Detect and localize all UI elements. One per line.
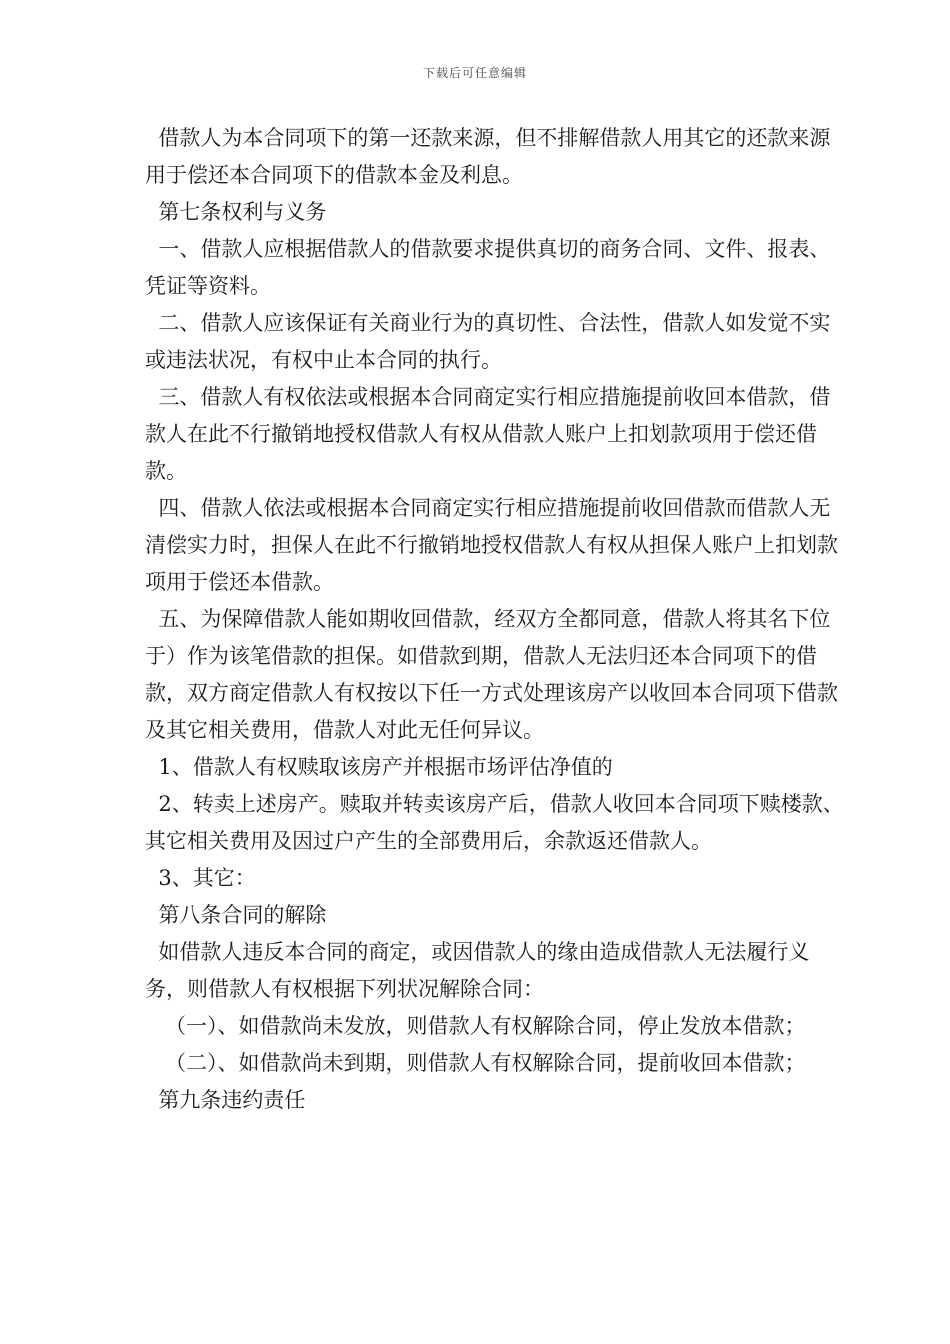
- paragraph-8-1: （一）、如借款尚未发放，则借款人有权解除合同，停止发放本借款；: [145, 1014, 806, 1038]
- paragraph-7-2: 二、借款人应该保证有关商业行为的真切性、合法性，借款人如发觉不实或违法状况，有权中止本合同的执行。: [145, 311, 831, 372]
- paragraph-repayment-source: 借款人为本合同项下的第一还款来源，但不排解借款人用其它的还款来源用于偿还本合同项下的借款本金及利息。: [145, 126, 831, 187]
- paragraph-7-4: 四、借款人依法或根据本合同商定实行相应措施提前收回借款而借款人无清偿实力时，担保人在此不行撤销地授权借款人有权从担保人账户上扣划款项用于偿还本借款。: [145, 496, 838, 594]
- list-item-1: 1、借款人有权赎取该房产并根据市场评估净值的: [145, 755, 613, 779]
- article-8-heading: 第八条合同的解除: [145, 903, 327, 927]
- paragraph-7-5: 五、为保障借款人能如期收回借款，经双方全都同意，借款人将其名下位于）作为该笔借款的担保。如借款到期，借款人无法归还本合同项下的借款，双方商定借款人有权按以下任一方式处理该房产以收回本合同项下借款及其它相关费用，借款人对此无任何异议。: [145, 607, 838, 742]
- document-body: [145, 120, 845, 1119]
- paragraph-8-intro: 如借款人违反本合同的商定，或因借款人的缘由造成借款人无法履行义务，则借款人有权根据下列状况解除合同：: [145, 940, 810, 1001]
- paragraph-8-2: （二）、如借款尚未到期，则借款人有权解除合同，提前收回本借款；: [145, 1051, 806, 1075]
- article-7-heading: 第七条权利与义务: [145, 200, 327, 224]
- article-9-heading: 第九条违约责任: [145, 1088, 306, 1112]
- paragraph-7-1: 一、借款人应根据借款人的借款要求提供真切的商务合同、文件、报表、凭证等资料。: [145, 237, 831, 298]
- page-header: 下载后可任意编辑: [422, 66, 527, 80]
- paragraph-7-3: 三、借款人有权依法或根据本合同商定实行相应措施提前收回本借款，借款人在此不行撤销地授权借款人有权从借款人账户上扣划款项用于偿还借款。: [145, 385, 831, 483]
- list-item-3: 3、其它：: [145, 866, 256, 890]
- list-item-2: 2、转卖上述房产。赎取并转卖该房产后，借款人收回本合同项下赎楼款、其它相关费用及因过户产生的全部费用后，余款返还借款人。: [145, 792, 844, 853]
